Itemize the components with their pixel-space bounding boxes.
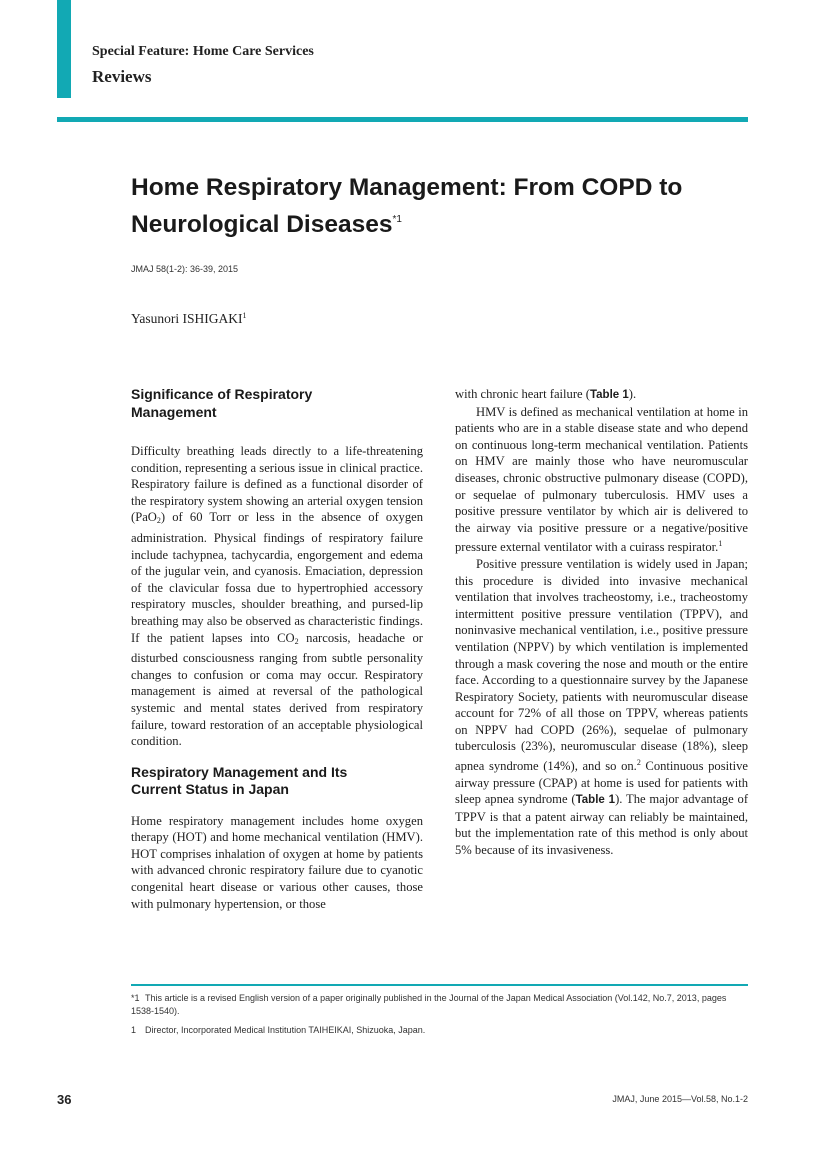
text-run: ). The major advantage of TPPV is that a patent airway can reliably be maintained, but the implementation rate of this method is only about 5% because of its invasiveness. xyxy=(455,792,749,858)
text-run: HMV is defined as mechanical ventilation at home in patients who are in a stable disease state and who depend on continuous long-term mechanical ventilation. Patients on HMV are mainly those who have neuromuscular diseases, chronic obstructive pulmonary disease (COPD), or sequelae of pulmonary tuberculosis. HMV uses a positive pressure ventilator by which air is delivered to the airway via positive pressure or a negative/positive pressure external ventilator with a cuirass respirator. xyxy=(455,404,748,555)
footnote-text: This article is a revised English version of a paper originally published in the Journal of the Japan Medical Association (Vol.142, No.7, 2013, pages 1538-1540). xyxy=(131,993,727,1016)
text-run: ). xyxy=(628,387,637,401)
heading-line: Current Status in Japan xyxy=(131,781,289,798)
section-heading-current-status xyxy=(131,764,423,799)
author-footnote-mark: 1 xyxy=(242,311,247,320)
paragraph xyxy=(131,443,423,750)
header-accent-bar xyxy=(57,0,71,98)
feature-label: Special Feature: Home Care Services xyxy=(92,44,314,59)
table-1-link[interactable]: Table 1 xyxy=(589,389,629,401)
paragraph xyxy=(455,404,748,556)
author-name xyxy=(131,311,247,327)
subscript: 2 xyxy=(156,516,161,526)
paragraph: Home respiratory management includes home oxygen therapy (HOT) and home mechanical ventilation (HMV). HOT comprises inhalation of oxygen at home by patients with advanced chronic respiratory failure due to cyanotic congenital heart disease or various other causes, those with pulmonary hypertension, or those xyxy=(131,813,423,911)
subscript: 2 xyxy=(294,636,299,646)
footnote-2 xyxy=(131,1024,748,1037)
paragraph xyxy=(455,556,748,859)
text-run: with chronic heart failure ( xyxy=(455,387,590,401)
title-line-1: Home Respiratory Management: From COPD to xyxy=(131,174,683,201)
left-column xyxy=(131,386,423,912)
text-run: Continuous positive airway pressure (CPAP) at home is used for patients with sleep apnea syndrome ( xyxy=(455,759,748,807)
article-title xyxy=(131,172,751,241)
footnote-mark: 1 xyxy=(131,1025,137,1035)
paragraph xyxy=(455,386,748,404)
section-label: Reviews xyxy=(92,67,152,86)
reference-2-link[interactable]: 2 xyxy=(636,758,641,768)
header-divider xyxy=(57,117,748,122)
heading-line: Respiratory Management and Its xyxy=(131,763,348,780)
reference-1-link[interactable]: 1 xyxy=(718,539,723,549)
footnote-1 xyxy=(131,992,748,1018)
footnote-text: Director, Incorporated Medical Institution TAIHEIKAI, Shizuoka, Japan. xyxy=(145,1025,426,1035)
page-number: 36 xyxy=(57,1092,72,1107)
text-run: narcosis, headache or disturbed consciousness ranging from subtle personality changes to confusion or coma may occur. Respiratory management is aimed at reversal of the pathological systemic and mental states derived from respiratory failure, toward restoration of an acceptable physiological condition. xyxy=(131,630,423,749)
heading-line: Significance of Respiratory xyxy=(131,386,313,402)
table-1-link[interactable]: Table 1 xyxy=(575,794,616,807)
title-line-2: Neurological Diseases xyxy=(131,211,393,238)
article-citation: JMAJ 58(1-2): 36-39, 2015 xyxy=(131,264,239,274)
text-run: ) of 60 Torr or less in the absence of oxygen administration. Physical findings of respiratory failure include tachypnea, tachycardia, engorgement and edema of the jugular vein, and cyanosis. Emaciation, depression of the clavicular fossa due to hypertrophied accessory respiratory muscles, shoulder breathing, and pursed-lip breathing may also be observed as characteristic findings. If the patient lapses into CO xyxy=(131,510,423,645)
section-heading-significance xyxy=(131,386,423,421)
title-footnote-mark: *1 xyxy=(392,214,402,225)
text-run: Difficulty breathing leads directly to a life-threatening condition, representing a serious issue in clinical practice. Respiratory failure is defined as a functional disorder of the respiratory system showing an arterial oxygen tension (PaO xyxy=(131,444,423,525)
footnote-mark: *1 xyxy=(131,993,140,1003)
author-name-text: Yasunori ISHIGAKI xyxy=(131,311,243,326)
heading-line: Management xyxy=(131,403,217,420)
journal-info: JMAJ, June 2015—Vol.58, No.1-2 xyxy=(612,1094,748,1104)
right-column xyxy=(455,386,748,859)
footnote-divider xyxy=(131,984,748,986)
text-run: Positive pressure ventilation is widely used in Japan; this procedure is divided into invasive mechanical ventilation that involves tracheostomy, i.e., tracheostomy intermittent positive pressure ventilation (TPPV), and noninvasive mechanical ventilation, i.e., positive pressure ventilation (NPPV) by which ventilation is implemented through a mask covering the nose and mouth or the entire face. According to a questionnaire survey by the Japanese Respiratory Society, patients with neuromuscular disease account for 72% of all those on TPPV, whereas patients on NPPV had COPD (26%), sequelae of pulmonary tuberculosis (23%), neuromuscular disease (18%), sleep apnea syndrome (14%), and so on. xyxy=(455,556,748,774)
